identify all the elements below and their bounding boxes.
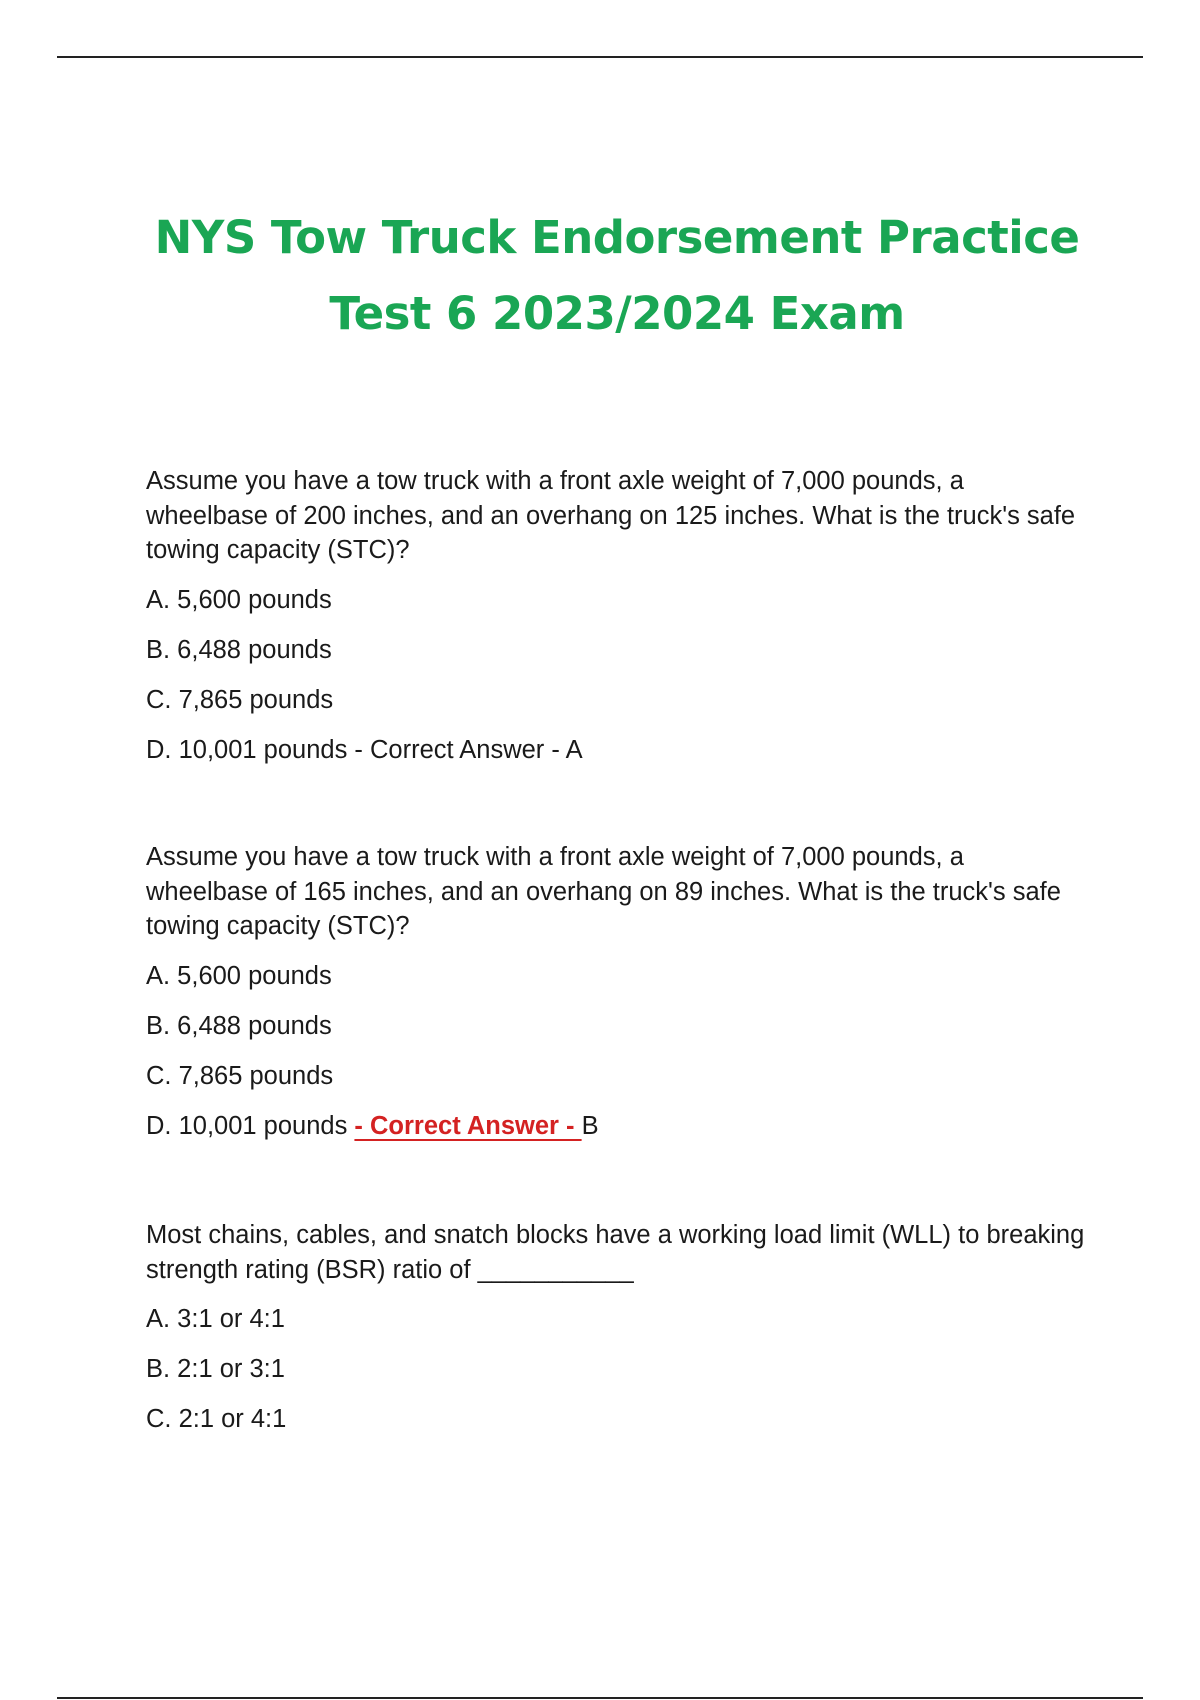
- question-text: Assume you have a tow truck with a front axle weight of 7,000 pounds, a wheelbase of 165 inches, and an overhang on 89 inches. What is the truck's safe towing capacity (STC)?: [146, 843, 1061, 940]
- option-d: [146, 1112, 1086, 1140]
- option-a: A. 5,600 pounds: [146, 585, 332, 614]
- answer-value: B: [581, 1111, 599, 1140]
- option-c: C. 7,865 pounds: [146, 1061, 334, 1090]
- option-d-text: D. 10,001 pounds: [146, 735, 348, 764]
- answer-label-highlighted: - Correct Answer -: [354, 1111, 582, 1140]
- option-a: A. 5,600 pounds: [146, 961, 332, 990]
- option-a: A. 3:1 or 4:1: [146, 1305, 285, 1333]
- option-b: B. 2:1 or 3:1: [146, 1355, 285, 1383]
- option-d: [146, 736, 1086, 764]
- question-text: Most chains, cables, and snatch blocks have a working load limit (WLL) to breaking strength rating (BSR) ratio of ___________: [146, 1221, 1085, 1284]
- option-d-text: D. 10,001 pounds: [146, 1111, 348, 1140]
- answer-value: A: [565, 735, 583, 764]
- option-b: B. 6,488 pounds: [146, 635, 332, 664]
- question-text: Assume you have a tow truck with a front axle weight of 7,000 pounds, a wheelbase of 200 inches, and an overhang on 125 inches. What is the truck's safe towing capacity (STC)?: [146, 467, 1076, 564]
- question-2: [146, 840, 1086, 1140]
- option-c: C. 2:1 or 4:1: [146, 1405, 287, 1433]
- question-3: [146, 1218, 1086, 1433]
- answer-label: - Correct Answer -: [347, 735, 566, 764]
- document-title: [0, 200, 1200, 352]
- option-b: B. 6,488 pounds: [146, 1011, 332, 1040]
- title-line-2: Test 6 2023/2024 Exam: [329, 287, 905, 340]
- bottom-rule: [57, 1697, 1143, 1699]
- question-1: [146, 464, 1086, 764]
- top-rule: [57, 56, 1143, 58]
- option-c: C. 7,865 pounds: [146, 685, 334, 714]
- title-line-1: NYS Tow Truck Endorsement Practice: [154, 211, 1080, 264]
